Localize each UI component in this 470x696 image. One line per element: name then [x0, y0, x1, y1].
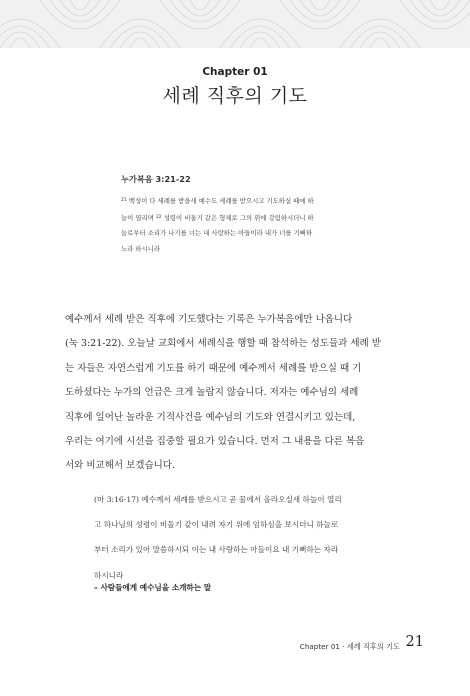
chapter-title: 세례 직후의 기도	[162, 85, 308, 107]
scripture-line	[121, 193, 361, 210]
body-line: 우리는 여기에 시선을 집중할 필요가 있습니다. 먼저 그 내용을 다른 복음	[65, 436, 365, 448]
body-paragraph	[65, 308, 412, 479]
body-line: 직후에 일어난 놀라운 기적사건을 예수님의 기도와 연결시키고 있는데,	[65, 411, 356, 423]
scripture-text: 백성이 다 세례를 받을새 예수도 세례를 받으시고 기도하실 때에 하	[126, 197, 314, 205]
quote-line: 부터 소리가 있어 말씀하시되 이는 내 사랑하는 아들이요 내 기뻐하는 자라	[94, 545, 339, 555]
quote-line: 하시니라	[94, 570, 124, 580]
body-line: 예수께서 세례 받은 직후에 기도했다는 기록은 누가복음에만 나옵니다	[65, 314, 353, 325]
quote-source: – 사람들에게 예수님을 소개하는 말	[94, 583, 212, 592]
scripture-line: 노라 하시니라	[121, 245, 161, 254]
quote-line: (마 3:16-17) 예수께서 세례를 받으시고 곧 물에서 올라오실새 하늘이 열리	[94, 495, 342, 504]
quote-line: 고 하나님의 성령이 비둘기 같이 내려 자기 위에 임하심을 보시더니 하늘로	[94, 520, 339, 530]
body-line: (눅 3:21-22). 오늘날 교회에서 세례식을 행할 때 참석하는 성도들과 세례 받	[65, 338, 381, 350]
body-line: 서와 비교해서 보겠습니다.	[65, 460, 176, 472]
quote-block	[94, 487, 399, 588]
scripture-block	[121, 174, 361, 258]
page-number: 21	[405, 634, 424, 650]
verse-number: 21	[121, 198, 127, 203]
scripture-reference: 누가복음 3:21-22	[121, 174, 191, 184]
scripture-text: 성령이 비둘기 같은 형체로 그의 위에 강림하시더니 하	[161, 213, 314, 222]
chapter-label: Chapter 01	[202, 66, 268, 78]
body-line: 는 자들은 자연스럽게 기도를 하기 때문에 예수께서 세례를 받으실 때 기	[65, 362, 362, 374]
verse-number: 22	[155, 214, 162, 220]
scripture-line	[121, 210, 361, 227]
scripture-text: 늘이 열리며	[121, 213, 156, 222]
header-pattern	[0, 0, 470, 48]
leaf-pattern-graphic	[0, 0, 470, 48]
body-line: 도하셨다는 누가의 언급은 크게 놀랍지 않습니다. 저자는 예수님의 세례	[65, 387, 359, 399]
scripture-line: 늘로부터 소리가 나기를 너는 내 사랑하는 아들이라 내가 너를 기뻐하	[121, 229, 313, 238]
running-title: Chapter 01 · 세례 직후의 기도	[299, 642, 400, 651]
